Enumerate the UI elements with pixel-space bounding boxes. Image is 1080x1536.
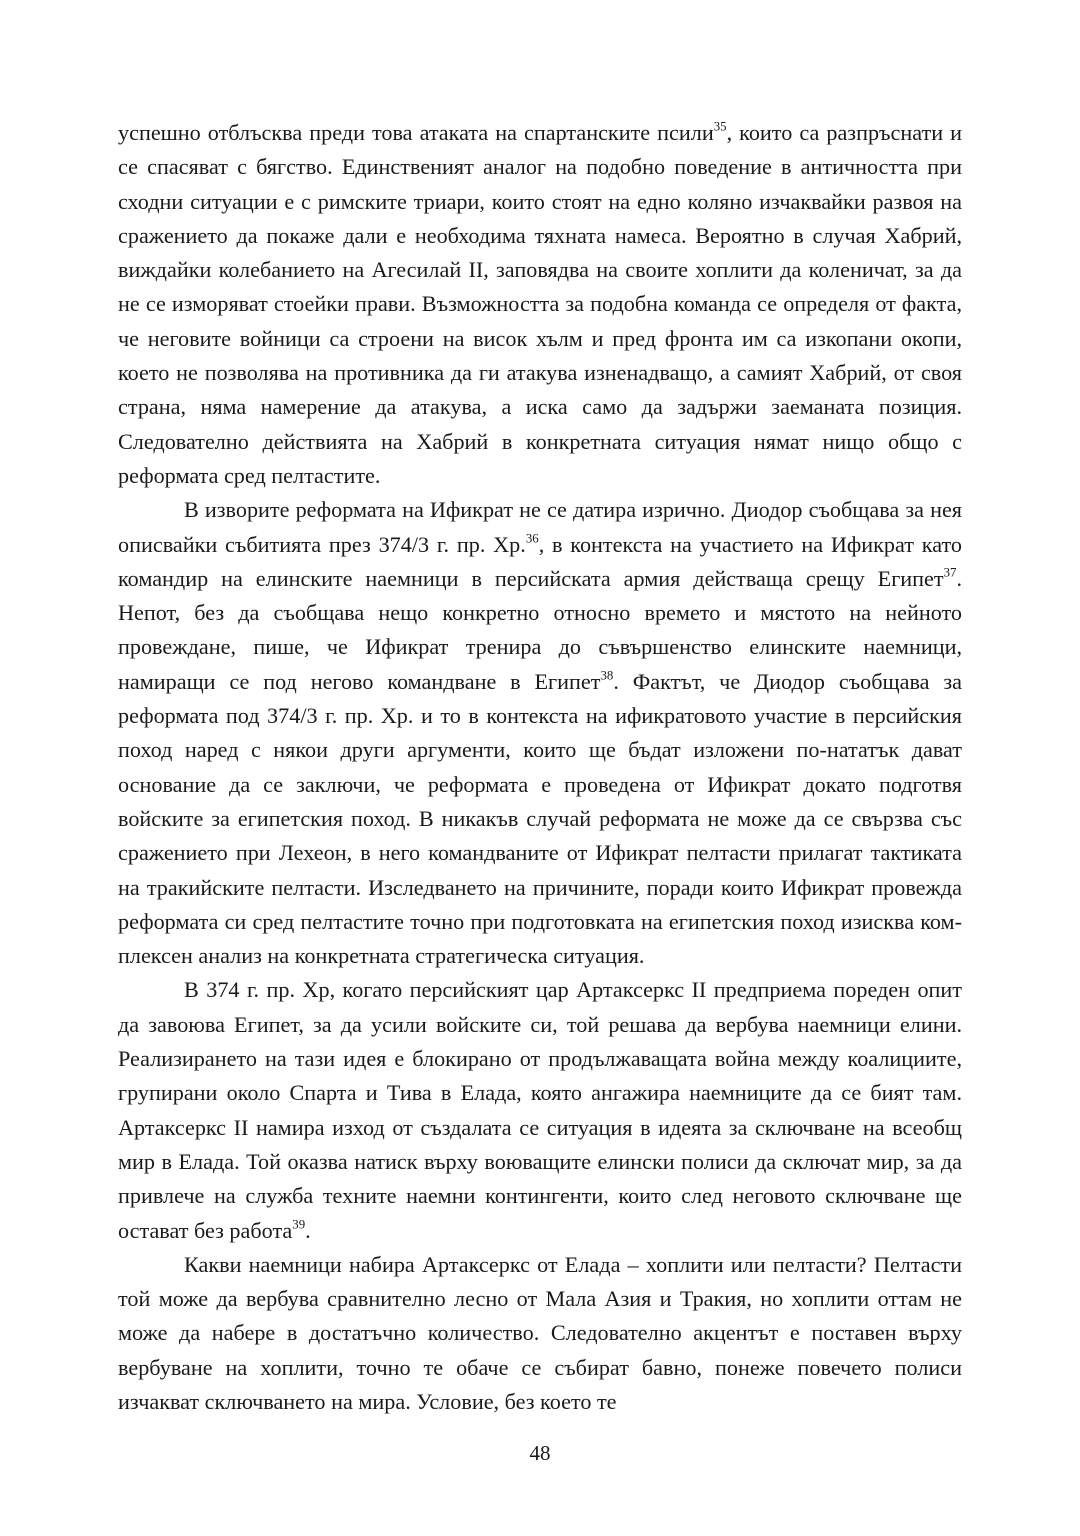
paragraph-1 (118, 116, 962, 493)
text-run: . Непот, без да съобщава нещо конкретно относно времето и мястото на нейното провеждане, пише, че Ификрат тренира до съвършенство елинските наемници, намиращи се под негово командване в Египет (118, 565, 962, 694)
page-body (118, 116, 962, 1419)
paragraph-2 (118, 493, 962, 973)
footnote-ref-39[interactable]: 39 (292, 1217, 306, 1232)
paragraph-3 (118, 973, 962, 1247)
footnote-ref-35[interactable]: 35 (713, 119, 727, 134)
footnote-ref-37[interactable]: 37 (943, 565, 957, 580)
text-run: В 374 г. пр. Хр, когато персийският цар Артаксеркс II предприема пореден опит да завоюва Египет, за да усили войските си, той решава да вербува наемници елини. Реализирането на тази идея е блокирано от продължаващата война между коалициите, групирани около Спарта и Тива в Елада, която ангажира наемниците да се бият там. Артаксеркс II намира изход от създалата се ситуация в идеята за сключване на всеобщ мир в Елада. Той оказва натиск върху воюващите елински полиси да сключат мир, за да привлече на служба техните наемни контингенти, които след неговото сключване ще остават без работа (118, 977, 962, 1243)
text-run: , в контекста на участието на Ификрат като командир на елинските наемници в персийската армия действаща срещу Египет (118, 531, 962, 591)
text-run: успешно отблъсква преди това атаката на спартанските псили (118, 120, 714, 145)
text-run: Какви наемници набира Артаксеркс от Елада – хоплити или пелтасти? Пелтасти той може да вербува сравнително лесно от Мала Азия и Тракия, но хоплити оттам не може да набере в достатъчно количество. Следователно акцентът е поставен върху вербуване на хоплити, точно те обаче се събират бавно, понеже повечето полиси изчакват сключването на мира. Условие, без което те (118, 1251, 962, 1414)
footnote-ref-38[interactable]: 38 (600, 668, 614, 683)
page-number: 48 (529, 1441, 551, 1465)
paragraph-4 (118, 1248, 962, 1419)
text-run: В изворите реформата на Ификрат не се датира изрично. Диодор съобщава за нея описвайки събитията през 374/3 г. пр. Хр. (118, 497, 962, 557)
text-run: . (305, 1217, 311, 1243)
footnote-ref-36[interactable]: 36 (525, 531, 539, 546)
text-run: . Фактът, че Диодор съобщава за реформата под 374/3 г. пр. Хр. и то в контекста на ификратовото участие в персийския поход наред с някои други аргументи, които ще бъдат изложени по-нататък дават основание да се заключи, че реформата е проведена от Ификрат докато подготвя войските за египетския поход. В никакъв случай реформата не може да се свързва със сражението при Лехеон, в него командваните от Ификрат пелтасти прилагат тактиката на тракийските пелтасти. Изследването на причините, поради които Ификрат провежда реформата си сред пелтастите точно при подготовката на египетския поход изисква комплексен анализ на конкретната стратегическа ситуация. (118, 668, 962, 969)
text-run: , които са разпръснати и се спасяват с бягство. Единственият аналог на подобно поведение в античността при сходни ситуации е с римските триари, които стоят на едно коляно изчаквайки развоя на сражението да покаже дали е необходима тяхната намеса. Вероятно в случая Хабрий, виждайки колебанието на Агесилай II, заповядва на своите хоплити да коленичат, за да не се изморяват стоейки прави. Възможността за подобна команда се определя от факта, че неговите войници са строени на висок хълм и пред фронта им са изкопани окопи, което не позволява на противника да ги атакува изненадващо, а самият Хабрий, от своя страна, няма намерение да атакува, а иска само да задържи заеманата позиция. Следователно действията на Хабрий в конкретната ситуация нямат нищо общо с реформата сред пелтастите. (118, 120, 962, 488)
